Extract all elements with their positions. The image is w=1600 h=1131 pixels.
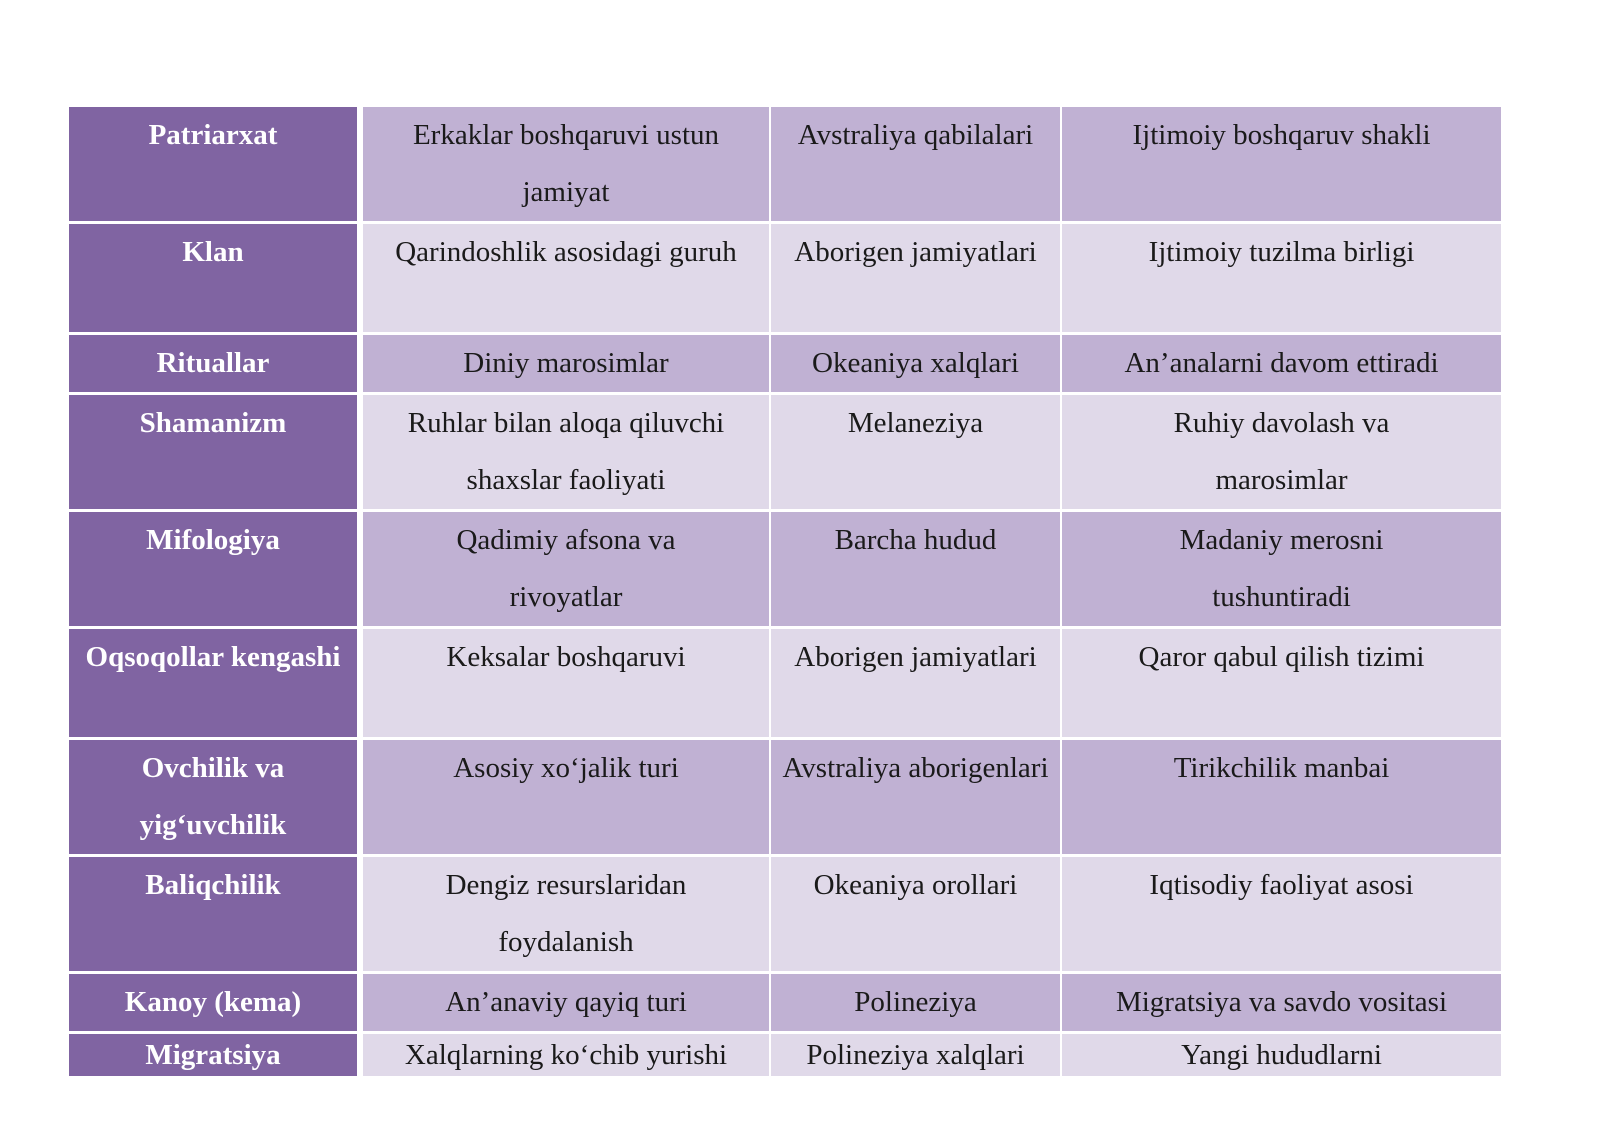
term-cell: Shamanizm: [69, 395, 363, 512]
description-cell: Diniy marosimlar: [363, 335, 771, 395]
term-cell: Kanoy (kema): [69, 974, 363, 1034]
role-cell: Yangi hududlarni: [1062, 1034, 1501, 1076]
description-cell: Erkaklar boshqaruvi ustun jamiyat: [363, 107, 771, 224]
table-row: [69, 395, 1501, 512]
description-cell: Qarindoshlik asosidagi guruh: [363, 224, 771, 335]
term-cell: Baliqchilik: [69, 857, 363, 974]
table-row: [69, 857, 1501, 974]
table-row: [69, 629, 1501, 740]
region-cell: Aborigen jamiyatlari: [771, 224, 1062, 335]
description-cell: Ruhlar bilan aloqa qiluvchi shaxslar faoliyati: [363, 395, 771, 512]
role-cell: An’analarni davom ettiradi: [1062, 335, 1501, 395]
table-row: [69, 224, 1501, 335]
description-cell: Qadimiy afsona va rivoyatlar: [363, 512, 771, 629]
region-cell: Okeaniya xalqlari: [771, 335, 1062, 395]
role-cell: Migratsiya va savdo vositasi: [1062, 974, 1501, 1034]
term-cell: Rituallar: [69, 335, 363, 395]
role-cell: Qaror qabul qilish tizimi: [1062, 629, 1501, 740]
table-row: [69, 974, 1501, 1034]
table-row: [69, 107, 1501, 224]
role-cell: Iqtisodiy faoliyat asosi: [1062, 857, 1501, 974]
region-cell: Okeaniya orollari: [771, 857, 1062, 974]
region-cell: Melaneziya: [771, 395, 1062, 512]
region-cell: Polineziya xalqlari: [771, 1034, 1062, 1076]
description-cell: An’anaviy qayiq turi: [363, 974, 771, 1034]
table-row: [69, 1034, 1501, 1076]
term-cell: Patriarxat: [69, 107, 363, 224]
description-cell: Asosiy xo‘jalik turi: [363, 740, 771, 857]
term-cell: Mifologiya: [69, 512, 363, 629]
table-row: [69, 740, 1501, 857]
region-cell: Polineziya: [771, 974, 1062, 1034]
region-cell: Barcha hudud: [771, 512, 1062, 629]
description-cell: Dengiz resurslaridan foydalanish: [363, 857, 771, 974]
region-cell: Avstraliya qabilalari: [771, 107, 1062, 224]
term-cell: Oqsoqollar kengashi: [69, 629, 363, 740]
term-cell: Klan: [69, 224, 363, 335]
terms-table: [69, 107, 1501, 1076]
description-cell: Xalqlarning ko‘chib yurishi: [363, 1034, 771, 1076]
role-cell: Ijtimoiy boshqaruv shakli: [1062, 107, 1501, 224]
region-cell: Avstraliya aborigenlari: [771, 740, 1062, 857]
term-cell: Migratsiya: [69, 1034, 363, 1076]
role-cell: Ruhiy davolash va marosimlar: [1062, 395, 1501, 512]
role-cell: Ijtimoiy tuzilma birligi: [1062, 224, 1501, 335]
role-cell: Madaniy merosni tushuntiradi: [1062, 512, 1501, 629]
region-cell: Aborigen jamiyatlari: [771, 629, 1062, 740]
table-row: [69, 335, 1501, 395]
description-cell: Keksalar boshqaruvi: [363, 629, 771, 740]
table-row: [69, 512, 1501, 629]
term-cell: Ovchilik va yig‘uvchilik: [69, 740, 363, 857]
role-cell: Tirikchilik manbai: [1062, 740, 1501, 857]
